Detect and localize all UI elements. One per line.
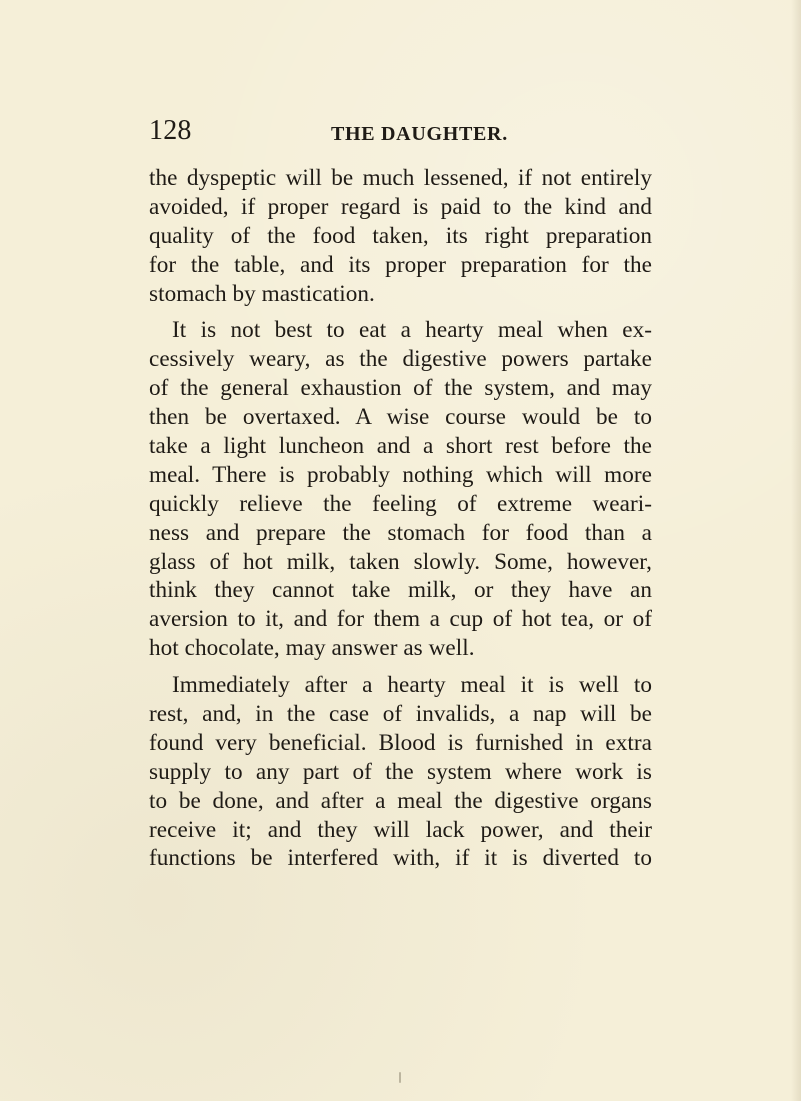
paragraph-spacing <box>149 663 652 671</box>
running-head: THE DAUGHTER. <box>331 123 508 145</box>
text-line: avoided, if proper regard is paid to the kind and <box>149 193 652 220</box>
text-line: It is not best to eat a hearty meal when ex- <box>172 317 652 344</box>
text-line: receive it; and they will lack power, and their <box>149 816 652 843</box>
page-header <box>149 117 661 151</box>
text-line: hot chocolate, may answer as well. <box>149 635 475 662</box>
paper-speck <box>399 1072 401 1083</box>
text-line: functions be interfered with, if it is diverted to <box>149 845 652 872</box>
text-line: aversion to it, and for them a cup of hot tea, or of <box>149 606 652 633</box>
page-edge-shadow <box>791 0 801 1101</box>
text-line: of the general exhaustion of the system, and may <box>149 375 652 402</box>
text-line: to be done, and after a meal the digestive organs <box>149 787 652 814</box>
text-line: ness and prepare the stomach for food than a <box>149 519 652 546</box>
text-line: quickly relieve the feeling of extreme weari- <box>149 490 652 517</box>
text-line: found very beneficial. Blood is furnished in extra <box>149 729 652 756</box>
text-line: for the table, and its proper preparation for the <box>149 251 652 278</box>
text-line: stomach by mastication. <box>149 280 375 307</box>
text-line: rest, and, in the case of invalids, a nap will be <box>149 701 652 728</box>
text-line: then be overtaxed. A wise course would be to <box>149 404 652 431</box>
paragraph <box>149 164 652 308</box>
text-line: Immediately after a hearty meal it is well to <box>172 672 652 699</box>
paragraph <box>149 671 652 873</box>
text-line: glass of hot milk, taken slowly. Some, however, <box>149 548 652 575</box>
text-line: cessively weary, as the digestive powers partake <box>149 346 652 373</box>
paragraph <box>149 316 652 663</box>
paragraph-spacing <box>149 308 652 316</box>
text-line: supply to any part of the system where work is <box>149 758 652 785</box>
text-line: quality of the food taken, its right preparation <box>149 222 652 249</box>
text-line: take a light luncheon and a short rest before the <box>149 433 652 460</box>
page-number: 128 <box>149 115 192 146</box>
body-text <box>149 164 652 873</box>
text-line: think they cannot take milk, or they have an <box>149 577 652 604</box>
text-line: the dyspeptic will be much lessened, if not entirely <box>149 165 652 191</box>
text-line: meal. There is probably nothing which will more <box>149 461 652 488</box>
